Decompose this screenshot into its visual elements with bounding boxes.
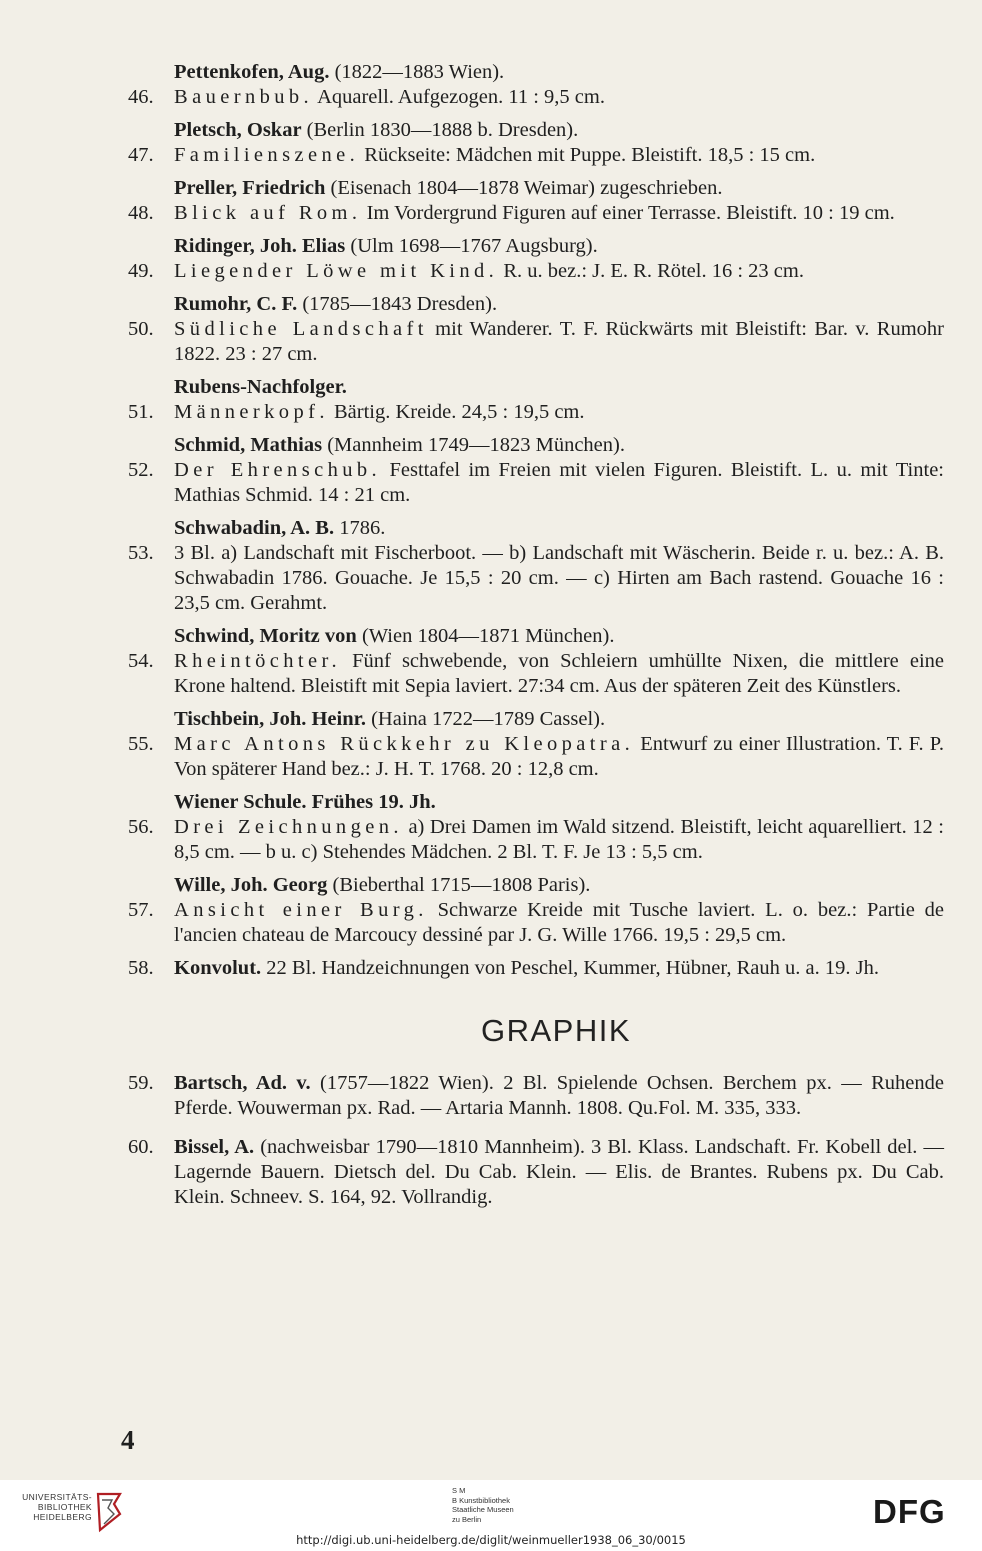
lot-description — [128, 815, 944, 865]
catalogue-entry — [128, 292, 944, 367]
kunstbibliothek-credit — [452, 1486, 562, 1524]
kb-line: zu Berlin — [452, 1514, 482, 1524]
artist-dates: (Haina 1722—1789 Cassel). — [365, 708, 606, 730]
lot-description — [128, 85, 944, 110]
catalogue-entry — [128, 60, 944, 110]
lot-details: Schwarze Kreide mit Tusche laviert. L. o. bez.: Partie de l'ancien chateau de Marcoucy dessiné par J. G. Wille 1766. 19,5 : 29,5 cm. — [174, 899, 944, 946]
catalogue-entry — [128, 956, 944, 981]
lot-details: Festtafel im Freien mit vielen Figuren. Bleistift. L. u. mit Tinte: Mathias Schmid. 14 : 21 cm. — [174, 459, 944, 506]
lot-details: 22 Bl. Handzeichnungen von Peschel, Kummer, Hübner, Rauh u. a. 19. Jh. — [261, 957, 879, 979]
lot-details: (1757—1822 Wien). 2 Bl. Spielende Ochsen. Berchem px. — Ruhende Pferde. Wouwerman px. Rad. — Artaria Mannh. 1808. Qu.Fol. M. 335, 333. — [174, 1072, 944, 1119]
lot-details: Bärtig. Kreide. 24,5 : 19,5 cm. — [328, 401, 585, 423]
artist-name: Wille, Joh. Georg — [174, 874, 328, 896]
lot-title: Südliche Landschaft — [174, 318, 428, 340]
artist-dates: (Wien 1804—1871 München). — [356, 625, 615, 647]
lot-number: 59. — [128, 1072, 154, 1094]
artist-heading — [128, 516, 944, 541]
lot-details: Entwurf zu einer Illustration. T. F. P. Von späterer Hand bez.: J. H. T. 1768. 20 : 12,8 cm. — [174, 733, 944, 780]
artist-dates: 1786. — [334, 517, 386, 539]
artist-name: Ridinger, Joh. Elias — [174, 235, 346, 257]
lot-details: a) Drei Damen im Wald sitzend. Bleistift, leicht aquarelliert. 12 : 8,5 cm. — b u. c) Stehendes Mädchen. 2 Bl. T. F. Je 13 : 5,5 cm. — [174, 816, 944, 863]
lot-title: Der Ehrenschub. — [174, 459, 382, 481]
artist-dates: (Bieberthal 1715—1808 Paris). — [327, 874, 591, 896]
catalogue-entry — [128, 234, 944, 284]
catalogue-entry — [128, 624, 944, 699]
artist-heading — [128, 234, 944, 259]
kb-line: B Kunstbibliothek — [452, 1495, 510, 1505]
artist-name: Schwind, Moritz von — [174, 625, 357, 647]
lot-number: 55. — [128, 733, 154, 755]
lot-number: 56. — [128, 816, 154, 838]
lot-description — [128, 541, 944, 616]
lot-title: Bauernbub. — [174, 86, 314, 108]
artist-heading — [128, 707, 944, 732]
lot-number: 57. — [128, 899, 154, 921]
heidelberg-emblem-icon — [94, 1490, 124, 1534]
university-line: HEIDELBERG — [33, 1512, 92, 1522]
artist-heading — [128, 624, 944, 649]
lot-artist: Bartsch, Ad. v. — [174, 1072, 311, 1094]
lot-number: 52. — [128, 459, 154, 481]
artist-name: Rubens-Nachfolger. — [174, 376, 347, 398]
footer-bar — [0, 1480, 982, 1551]
section-heading-graphik: GRAPHIK — [480, 1013, 632, 1048]
lot-description — [128, 458, 944, 508]
artist-dates: (Mannheim 1749—1823 München). — [322, 434, 625, 456]
lot-title: Konvolut. — [174, 957, 262, 979]
artist-name: Tischbein, Joh. Heinr. — [174, 708, 366, 730]
lot-details: 3 Bl. a) Landschaft mit Fischerboot. — b) Landschaft mit Wäscherin. Beide r. u. bez.: A. B. Schwabadin 1786. Gouache. Je 15,5 : 20 cm. — c) Hirten am Bach rastend. Gouache 16 : 23,5 cm. Gerahmt. — [174, 542, 944, 614]
dfg-logo[interactable] — [873, 1496, 969, 1526]
catalogue-entry — [128, 707, 944, 782]
lot-description — [128, 1071, 944, 1121]
catalogue-entry — [128, 873, 944, 948]
catalogue-content — [128, 60, 944, 1218]
artist-name: Rumohr, C. F. — [174, 293, 298, 315]
page-number: 4 — [121, 1425, 135, 1455]
lot-number: 50. — [128, 318, 154, 340]
lot-title: Liegender Löwe mit Kind. — [174, 260, 499, 282]
lot-artist: Bissel, A. — [174, 1136, 255, 1158]
lot-number: 60. — [128, 1136, 154, 1158]
kb-line: S M — [452, 1486, 466, 1495]
lot-title: Rheintöchter. — [174, 650, 342, 672]
artist-heading — [128, 433, 944, 458]
lot-title: Marc Antons Rückkehr zu Kleopatra. — [174, 733, 635, 755]
permalink-url[interactable]: http://digi.ub.uni-heidelberg.de/diglit/weinmueller1938_06_30/0015 — [296, 1533, 686, 1547]
lot-number: 48. — [128, 202, 154, 224]
artist-dates: (1785—1843 Dresden). — [297, 293, 498, 315]
heidelberg-university-library-logo[interactable] — [14, 1490, 124, 1536]
lot-title: Blick auf Rom. — [174, 202, 362, 224]
artist-name: Pettenkofen, Aug. — [174, 61, 330, 83]
lot-description — [128, 649, 944, 699]
catalogue-entry — [128, 375, 944, 425]
lot-title: Ansicht einer Burg. — [174, 899, 428, 921]
artist-heading — [128, 60, 944, 85]
catalogue-entry — [128, 516, 944, 616]
lot-description — [128, 732, 944, 782]
lot-description — [128, 143, 944, 168]
lot-number: 47. — [128, 144, 154, 166]
lot-number: 58. — [128, 957, 154, 979]
dfg-logo-text: DFG — [873, 1496, 946, 1526]
artist-heading — [128, 790, 944, 815]
artist-name: Wiener Schule. Frühes 19. Jh. — [174, 791, 436, 813]
lot-title: Männerkopf. — [174, 401, 329, 423]
lot-number: 53. — [128, 542, 154, 564]
lot-description — [128, 1135, 944, 1210]
artist-name: Schmid, Mathias — [174, 434, 323, 456]
university-library-name — [14, 1492, 92, 1522]
kb-line: Staatliche Museen — [452, 1505, 514, 1514]
lot-description — [128, 317, 944, 367]
university-line: BIBLIOTHEK — [37, 1502, 92, 1512]
lot-number: 49. — [128, 260, 154, 282]
artist-name: Preller, Friedrich — [174, 177, 326, 199]
university-line: UNIVERSITÄTS- — [22, 1492, 92, 1502]
lot-details: Im Vordergrund Figuren auf einer Terrasse. Bleistift. 10 : 19 cm. — [361, 202, 895, 224]
lot-number: 46. — [128, 86, 154, 108]
catalogue-entry — [128, 118, 944, 168]
artist-name: Schwabadin, A. B. — [174, 517, 335, 539]
lot-description — [128, 400, 944, 425]
artist-heading — [128, 375, 944, 400]
catalogue-entry — [128, 176, 944, 226]
lot-details: Fünf schwebende, von Schleiern umhüllte Nixen, die mittlere eine Krone haltend. Bleistift mit Sepia laviert. 27:34 cm. Aus der späteren Zeit des Künstlers. — [174, 650, 944, 697]
lot-title: Familienszene. — [174, 144, 360, 166]
lot-description — [128, 898, 944, 948]
artist-dates: (Eisenach 1804—1878 Weimar) zugeschrieben. — [325, 177, 723, 199]
artist-dates: (Ulm 1698—1767 Augsburg). — [345, 235, 598, 257]
lot-details: R. u. bez.: J. E. R. Rötel. 16 : 23 cm. — [498, 260, 804, 282]
lot-details: mit Wanderer. T. F. Rückwärts mit Bleistift: Bar. v. Rumohr 1822. 23 : 27 cm. — [174, 318, 944, 365]
catalogue-entry — [128, 1135, 944, 1210]
catalogue-entry — [128, 433, 944, 508]
artist-dates: (Berlin 1830—1888 b. Dresden). — [301, 119, 579, 141]
lot-description — [128, 201, 944, 226]
artist-heading — [128, 176, 944, 201]
artist-heading — [128, 873, 944, 898]
artist-heading — [128, 118, 944, 143]
catalogue-entry — [128, 790, 944, 865]
lot-description — [128, 956, 944, 981]
lot-details: Aquarell. Aufgezogen. 11 : 9,5 cm. — [313, 86, 605, 108]
artist-heading — [128, 292, 944, 317]
artist-name: Pletsch, Oskar — [174, 119, 302, 141]
catalogue-entry — [128, 1071, 944, 1121]
lot-title: Drei Zeichnungen. — [174, 816, 403, 838]
lot-number: 54. — [128, 650, 154, 672]
lot-description — [128, 259, 944, 284]
lot-number: 51. — [128, 401, 154, 423]
lot-details: (nachweisbar 1790—1810 Mannheim). 3 Bl. Klass. Landschaft. Fr. Kobell del. — Lagernde Bauern. Dietsch del. Du Cab. Klein. — Elis. de Brantes. Rubens px. Du Cab. Klein. Schneev. S. 164, 92. Vollrandig. — [174, 1136, 944, 1208]
lot-details: Rückseite: Mädchen mit Puppe. Bleistift. 18,5 : 15 cm. — [359, 144, 816, 166]
artist-dates: (1822—1883 Wien). — [329, 61, 505, 83]
